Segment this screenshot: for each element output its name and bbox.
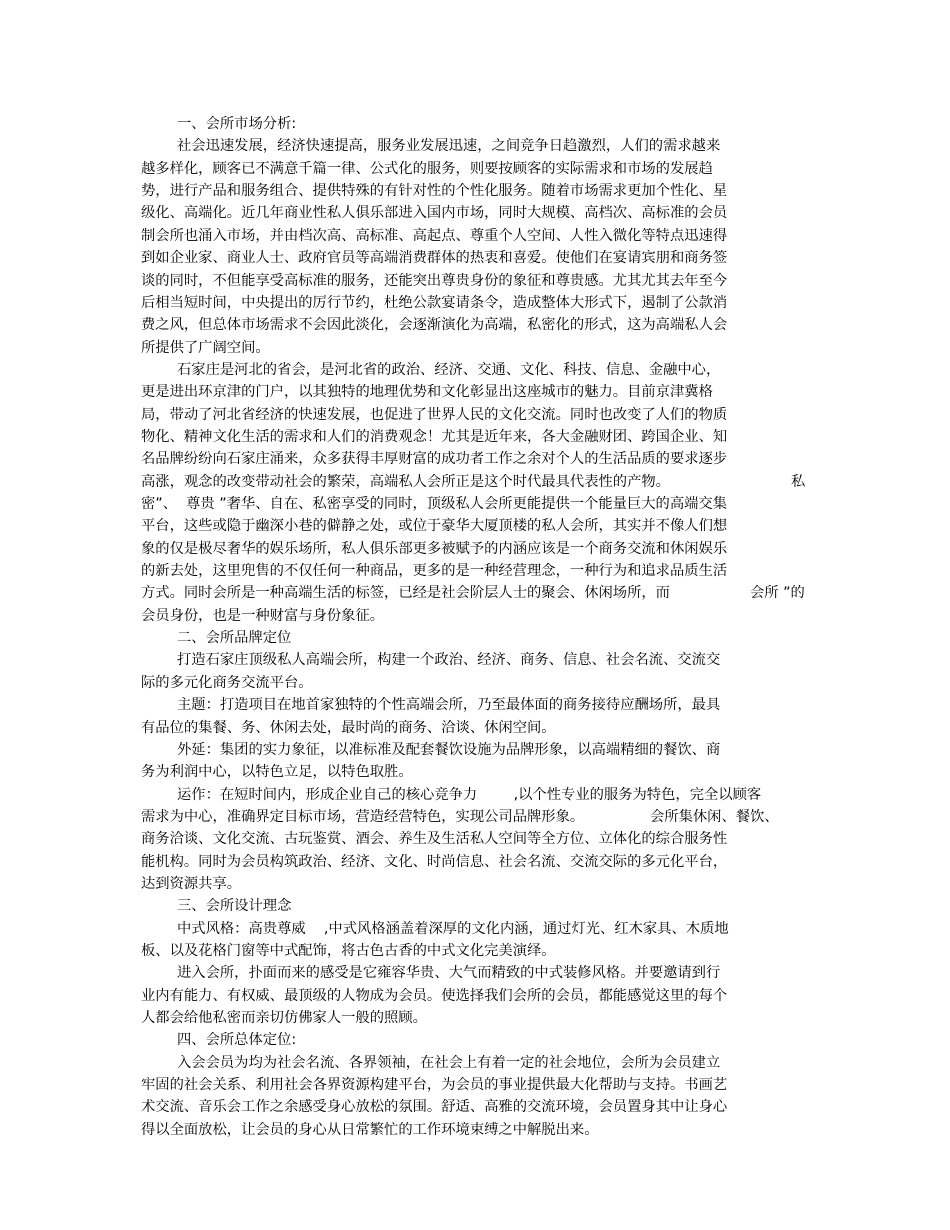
- text-line: 石家庄是河北的省会，是河北省的政治、经济、交通、文化、科技、信息、金融中心，: [177, 361, 721, 378]
- text-line: 外延：集团的实力象征，以准标准及配套餐饮设施为品牌形象，以高端精细的餐饮、商: [177, 741, 721, 758]
- text-line: 级化、高端化。近几年商业性私人俱乐部进入国内市场，同时大规模、高档次、高标准的会员: [141, 205, 728, 222]
- text-line: 制会所也涌入市场，并由档次高、高标准、高起点、尊重个人空间、人性入微化等特点迅速得: [141, 227, 728, 244]
- text-line: 后相当短时间，中央提出的厉行节约，杜绝公款宴请条令，造成整体大形式下，遏制了公款消: [141, 294, 728, 311]
- text-line: 人都会给他私密而亲切仿佛家人一般的照顾。: [141, 1010, 427, 1026]
- text-line: 的新去处，这里兜售的不仅任何一种商品，更多的是一种经营理念，一种行为和追求品质生活: [141, 563, 728, 579]
- text-line: 会员身份，也是一种财富与身份象征。: [141, 607, 385, 624]
- text-line: 势，进行产品和服务组合、提供特殊的有针对性的个性化服务。随着市场需求更加个性化、星: [141, 183, 728, 200]
- text-line-tail: 会所 ”的: [750, 585, 805, 602]
- text-line: 需求为中心，准确界定目标市场，营造经营特色，实现公司品牌形象。: [141, 808, 585, 825]
- text-line: 有品位的集餐、务、休闲去处，最时尚的商务、洽谈、休闲空间。: [141, 719, 556, 736]
- text-line: 主题：打造项目在地首家独特的个性高端会所，乃至最体面的商务接待应酬场所，最具: [177, 697, 721, 714]
- text-line: 业内有能力、有权威、最顶级的人物成为会员。使选择我们会所的会员，都能感觉这里的每个: [141, 987, 728, 1004]
- text-line: 达到资源共享。: [141, 875, 242, 892]
- text-line: 能机构。同时为会员构筑政治、经济、文化、时尚信息、社会名流、交流交际的多元化平台，: [141, 853, 728, 870]
- text-line: 进入会所，扑面而来的感受是它雍容华贵、大气而精致的中式装修风格。并要邀请到行: [177, 965, 721, 982]
- text-line-tail: 私: [791, 473, 806, 490]
- text-line: 社会迅速发展，经济快速提高，服务业发展迅速，之间竞争日趋激烈，人们的需求越来: [177, 138, 721, 155]
- text-line: 入会会员为均为社会名流、各界领袖，在社会上有着一定的社会地位，会所为会员建立: [177, 1054, 721, 1071]
- text-line: 打造石家庄顶级私人高端会所，构建一个政治、经济、商务、信息、社会名流、交流交: [177, 652, 721, 669]
- text-line: 所提供了广阔空间。: [141, 339, 270, 356]
- text-line: 费之风，但总体市场需求不会因此淡化，会逐渐演化为高端，私密化的形式，这为高端私人会: [141, 317, 728, 334]
- text-line: 越多样化，顾客已不满意千篇一律、公式化的服务，则要按顾客的实际需求和市场的发展趋: [141, 160, 713, 177]
- text-line: 际的多元化商务交流平台。: [141, 674, 313, 691]
- text-line: 象的仅是极尽奢华的娱乐场所，私人俱乐部更多被赋予的内涵应该是一个商务交流和休闲娱乐: [141, 540, 728, 557]
- text-line: 三、会所设计理念: [177, 898, 292, 915]
- text-line: 方式。同时会所是一种高端生活的标签，已经是社会阶层人士的聚会、休闲场所，而: [141, 585, 670, 602]
- text-line: 运作：在短时间内，形成企业自己的核心竞争力 ,以个性专业的服务为特色，完全以顾客: [177, 786, 762, 803]
- text-line: 密”、 尊贵 ”奢华、自在、私密享受的同时，顶级私人会所更能提供一个能量巨大的高端交集: [141, 496, 728, 512]
- text-line-tail: 会所集休闲、餐饮、: [650, 808, 779, 825]
- text-line: 谈的同时，不但能享受高标准的服务，还能突出尊贵身份的象征和尊贵感。尤其尤其去年至今: [141, 272, 728, 289]
- text-line: 物化、精神文化生活的需求和人们的消费观念！尤其是近年来，各大金融财团、跨国企业、知: [141, 428, 728, 445]
- text-line: 得以全面放松，让会员的身心从日常繁忙的工作环境束缚之中解脱出来。: [141, 1121, 599, 1138]
- text-line: 一、会所市场分析:: [177, 116, 297, 132]
- text-line: 商务洽谈、文化交流、古玩鉴赏、酒会、养生及生活私人空间等全方位、立体化的综合服务性: [141, 831, 728, 848]
- text-line: 务为利润中心，以特色立足，以特色取胜。: [141, 764, 413, 781]
- text-line: 名品牌纷纷向石家庄涌来，众多获得丰厚财富的成功者工作之余对个人的生活品质的要求逐步: [141, 451, 728, 468]
- text-line: 高涨，观念的改变带动社会的繁荣，高端私人会所正是这个时代最具代表性的产物。: [141, 473, 670, 490]
- text-line: 平台，这些或隐于幽深小巷的僻静之处，或位于豪华大厦顶楼的私人会所，其实并不像人们想: [141, 518, 728, 535]
- text-line: 牢固的社会关系、利用社会各界资源构建平台，为会员的事业提供最大化帮助与支持。书画艺: [141, 1077, 728, 1094]
- text-line: 板、以及花格门窗等中式配饰，将古色古香的中式文化完美演绎。: [141, 943, 556, 959]
- text-line: 到如企业家、商业人士、政府官员等高端消费群体的热衷和喜爱。使他们在宴请宾朋和商务签: [141, 250, 728, 267]
- text-line: 二、会所品牌定位: [177, 630, 292, 647]
- text-line: 术交流、音乐会工作之余感受身心放松的氛围。舒适、高雅的交流环境，会员置身其中让身心: [141, 1099, 728, 1116]
- text-line: 局，带动了河北省经济的快速发展，也促进了世界人民的文化交流。同时也改变了人们的物质: [141, 406, 728, 423]
- text-line: 四、会所总体定位:: [177, 1032, 297, 1049]
- text-line: 中式风格：高贵尊威 ,中式风格涵盖着深厚的文化内涵，通过灯光、红木家具、木质地: [177, 920, 729, 937]
- text-line: 更是进出环京津的门户，以其独特的地理优势和文化彰显出这座城市的魅力。目前京津冀格: [141, 384, 713, 401]
